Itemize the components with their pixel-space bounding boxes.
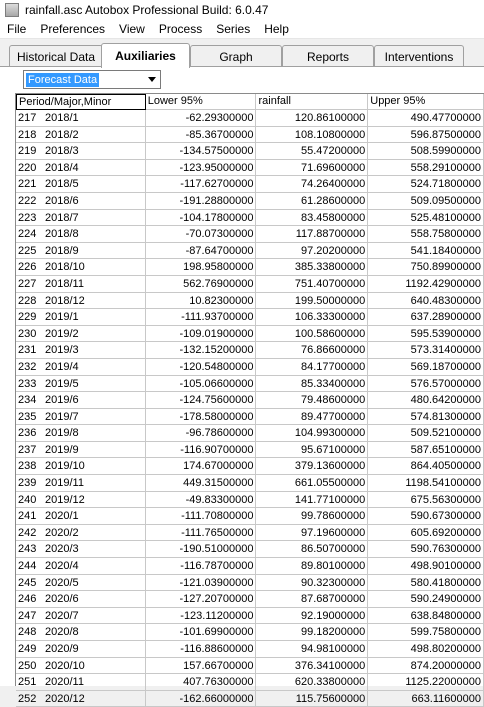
table-row[interactable] <box>16 591 484 608</box>
cell-rainfall[interactable]: 379.13600000 <box>256 458 368 475</box>
tab-auxiliaries[interactable]: Auxiliaries <box>101 43 190 68</box>
cell-period[interactable] <box>16 691 146 707</box>
row-index: 237 <box>18 443 37 456</box>
period-label: 2019/8 <box>45 427 79 440</box>
cell-upper-95[interactable]: 498.80200000 <box>368 641 484 658</box>
cell-rainfall[interactable]: 90.32300000 <box>256 575 368 592</box>
row-index: 235 <box>18 410 37 423</box>
cell-period[interactable] <box>16 475 146 492</box>
cell-period[interactable] <box>16 176 146 193</box>
row-index: 250 <box>18 659 37 672</box>
row-index: 232 <box>18 360 37 373</box>
app-icon <box>5 3 19 17</box>
table-row[interactable] <box>16 575 484 592</box>
cell-upper-95[interactable]: 587.65100000 <box>368 442 484 459</box>
menu-process[interactable]: Process <box>158 22 203 36</box>
cell-upper-95[interactable]: 663.11600000 <box>368 691 484 707</box>
row-index: 223 <box>18 211 37 224</box>
cell-lower-95[interactable]: 562.76900000 <box>146 276 257 293</box>
cell-lower-95[interactable]: -105.06600000 <box>146 376 257 393</box>
header-period[interactable]: Period/Major,Minor <box>16 94 146 110</box>
cell-upper-95[interactable]: 509.09500000 <box>368 193 484 210</box>
period-label: 2018/1 <box>45 112 79 124</box>
cell-period[interactable] <box>16 127 146 144</box>
cell-rainfall[interactable]: 55.47200000 <box>256 143 368 160</box>
period-label: 2019/5 <box>45 377 79 390</box>
table-row[interactable] <box>16 243 484 260</box>
cell-upper-95[interactable]: 599.75800000 <box>368 624 484 641</box>
period-label: 2020/5 <box>45 576 79 589</box>
row-index: 251 <box>18 676 37 689</box>
cell-lower-95[interactable]: -124.75600000 <box>146 392 257 409</box>
period-label: 2019/9 <box>45 443 79 456</box>
cell-period[interactable] <box>16 309 146 326</box>
tab-reports[interactable]: Reports <box>282 45 374 67</box>
cell-lower-95[interactable]: -134.57500000 <box>146 143 257 160</box>
row-index: 219 <box>18 145 37 158</box>
cell-lower-95[interactable]: 157.66700000 <box>146 658 257 675</box>
cell-upper-95[interactable]: 498.90100000 <box>368 558 484 575</box>
table-body <box>16 110 484 707</box>
period-label: 2020/7 <box>45 609 79 622</box>
table-row[interactable] <box>16 293 484 310</box>
table-row[interactable] <box>16 276 484 293</box>
row-index: 249 <box>18 643 37 655</box>
period-label: 2020/1 <box>45 510 79 523</box>
cell-period[interactable] <box>16 210 146 227</box>
row-index: 227 <box>18 277 37 290</box>
cell-lower-95[interactable]: -49.83300000 <box>146 492 257 509</box>
header-lower-95[interactable]: Lower 95% <box>146 94 257 110</box>
menu-file[interactable]: File <box>7 22 27 36</box>
cell-rainfall[interactable]: 120.86100000 <box>256 110 368 127</box>
cell-upper-95[interactable]: 573.31400000 <box>368 342 484 359</box>
cell-upper-95[interactable]: 637.28900000 <box>368 309 484 326</box>
period-label: 2019/2 <box>45 327 79 340</box>
period-label: 2018/6 <box>45 194 79 207</box>
period-label: 2020/12 <box>45 692 85 705</box>
cell-lower-95[interactable]: 407.76300000 <box>146 674 257 691</box>
cell-upper-95[interactable]: 480.64200000 <box>368 392 484 409</box>
row-index: 221 <box>18 178 37 191</box>
table-row[interactable] <box>16 492 484 509</box>
cell-period[interactable] <box>16 541 146 558</box>
table-header <box>16 94 484 110</box>
period-label: 2020/6 <box>45 593 79 606</box>
row-index: 229 <box>18 311 37 324</box>
cell-period[interactable] <box>16 608 146 625</box>
cell-lower-95[interactable]: -85.36700000 <box>146 127 257 144</box>
cell-period[interactable] <box>16 409 146 426</box>
cell-rainfall[interactable]: 61.28600000 <box>256 193 368 210</box>
period-label: 2019/1 <box>45 311 79 324</box>
row-index: 238 <box>18 460 37 473</box>
cell-period[interactable] <box>16 674 146 691</box>
cell-rainfall[interactable]: 87.68700000 <box>256 591 368 608</box>
window-title: rainfall.asc Autobox Professional Build: 6.0.47 <box>25 3 269 17</box>
cell-lower-95[interactable]: -87.64700000 <box>146 243 257 260</box>
row-index: 252 <box>18 692 37 705</box>
period-label: 2018/3 <box>45 145 79 158</box>
cell-rainfall[interactable]: 76.86600000 <box>256 342 368 359</box>
cell-upper-95[interactable]: 569.18700000 <box>368 359 484 376</box>
cell-lower-95[interactable]: -132.15200000 <box>146 342 257 359</box>
period-label: 2018/8 <box>45 228 79 241</box>
cell-period[interactable] <box>16 342 146 359</box>
period-label: 2019/7 <box>45 410 79 423</box>
cell-period[interactable] <box>16 293 146 310</box>
cell-period[interactable] <box>16 641 146 658</box>
cell-lower-95[interactable]: -116.88600000 <box>146 641 257 658</box>
row-index: 240 <box>18 493 37 506</box>
cell-rainfall[interactable]: 751.40700000 <box>256 276 368 293</box>
cell-upper-95[interactable]: 1192.42900000 <box>368 276 484 293</box>
cell-period[interactable] <box>16 359 146 376</box>
cell-rainfall[interactable]: 86.50700000 <box>256 541 368 558</box>
period-label: 2018/11 <box>45 277 84 290</box>
cell-lower-95[interactable]: -111.76500000 <box>146 525 257 542</box>
cell-lower-95[interactable]: 10.82300000 <box>146 293 257 310</box>
row-index: 245 <box>18 576 37 589</box>
cell-upper-95[interactable]: 864.40500000 <box>368 458 484 475</box>
table-row[interactable] <box>16 458 484 475</box>
header-rainfall[interactable]: rainfall <box>256 94 368 110</box>
table-row[interactable] <box>16 309 484 326</box>
cell-rainfall[interactable]: 99.18200000 <box>256 624 368 641</box>
cell-lower-95[interactable]: -70.07300000 <box>146 226 257 243</box>
tab-interventions[interactable]: Interventions <box>374 45 464 67</box>
period-label: 2018/7 <box>45 211 79 224</box>
cell-upper-95[interactable]: 605.69200000 <box>368 525 484 542</box>
cell-rainfall[interactable]: 71.69600000 <box>256 160 368 177</box>
table-row[interactable] <box>16 359 484 376</box>
cell-rainfall[interactable]: 94.98100000 <box>256 641 368 658</box>
cell-lower-95[interactable]: 449.31500000 <box>146 475 257 492</box>
cell-rainfall[interactable]: 141.77100000 <box>256 492 368 509</box>
cell-lower-95[interactable]: -116.90700000 <box>146 442 257 459</box>
tab-strip <box>0 43 484 67</box>
cell-period[interactable] <box>16 508 146 525</box>
period-label: 2020/10 <box>45 659 85 672</box>
row-index: 248 <box>18 626 37 639</box>
cell-lower-95[interactable]: -121.03900000 <box>146 575 257 592</box>
cell-upper-95[interactable]: 590.76300000 <box>368 541 484 558</box>
cell-upper-95[interactable]: 508.59900000 <box>368 143 484 160</box>
cell-rainfall[interactable]: 104.99300000 <box>256 425 368 442</box>
cell-rainfall[interactable]: 199.50000000 <box>256 293 368 310</box>
cell-rainfall[interactable]: 79.48600000 <box>256 392 368 409</box>
cell-lower-95[interactable]: -162.66000000 <box>146 691 257 707</box>
cell-rainfall[interactable]: 97.19600000 <box>256 525 368 542</box>
table-row[interactable] <box>16 674 484 691</box>
table-row[interactable] <box>16 392 484 409</box>
cell-upper-95[interactable]: 558.75800000 <box>368 226 484 243</box>
table-row[interactable] <box>16 210 484 227</box>
table-row[interactable] <box>16 110 484 127</box>
cell-period[interactable] <box>16 243 146 260</box>
menu-series[interactable]: Series <box>216 22 251 36</box>
cell-lower-95[interactable]: -117.62700000 <box>146 176 257 193</box>
menu-preferences[interactable]: Preferences <box>40 22 106 36</box>
cell-period[interactable] <box>16 558 146 575</box>
cell-period[interactable] <box>16 492 146 509</box>
cell-upper-95[interactable]: 524.71800000 <box>368 176 484 193</box>
table-row[interactable] <box>16 541 484 558</box>
cell-period[interactable] <box>16 658 146 675</box>
period-label: 2019/12 <box>45 493 85 506</box>
table-row[interactable] <box>16 160 484 177</box>
cell-lower-95[interactable]: -101.69900000 <box>146 624 257 641</box>
cell-period[interactable] <box>16 525 146 542</box>
cell-lower-95[interactable]: -120.54800000 <box>146 359 257 376</box>
period-label: 2018/4 <box>45 161 79 174</box>
table-row[interactable] <box>16 342 484 359</box>
cell-upper-95[interactable]: 1125.22000000 <box>368 674 484 691</box>
cell-rainfall[interactable]: 89.80100000 <box>256 558 368 575</box>
row-index: 246 <box>18 593 37 606</box>
row-index: 239 <box>18 477 37 490</box>
cell-lower-95[interactable]: -123.11200000 <box>146 608 257 625</box>
cell-upper-95[interactable]: 640.48300000 <box>368 293 484 310</box>
period-label: 2020/2 <box>45 526 79 539</box>
cell-lower-95[interactable]: -116.78700000 <box>146 558 257 575</box>
cell-rainfall[interactable]: 99.78600000 <box>256 508 368 525</box>
tab-graph[interactable]: Graph <box>190 45 282 67</box>
table-row[interactable] <box>16 508 484 525</box>
cell-upper-95[interactable]: 675.56300000 <box>368 492 484 509</box>
cell-period[interactable] <box>16 624 146 641</box>
cell-upper-95[interactable]: 580.41800000 <box>368 575 484 592</box>
cell-lower-95[interactable]: 174.67000000 <box>146 458 257 475</box>
cell-rainfall[interactable]: 376.34100000 <box>256 658 368 675</box>
menu-view[interactable]: View <box>119 22 145 36</box>
table-row[interactable] <box>16 226 484 243</box>
period-label: 2019/6 <box>45 394 79 407</box>
cell-upper-95[interactable]: 525.48100000 <box>368 210 484 227</box>
cell-rainfall[interactable]: 95.67100000 <box>256 442 368 459</box>
cell-upper-95[interactable]: 750.89900000 <box>368 259 484 276</box>
cell-upper-95[interactable]: 541.18400000 <box>368 243 484 260</box>
cell-period[interactable] <box>16 193 146 210</box>
cell-rainfall[interactable]: 92.19000000 <box>256 608 368 625</box>
cell-period[interactable] <box>16 276 146 293</box>
cell-rainfall[interactable]: 108.10800000 <box>256 127 368 144</box>
period-label: 2020/3 <box>45 543 79 556</box>
cell-upper-95[interactable]: 490.47700000 <box>368 110 484 127</box>
row-index: 228 <box>18 294 37 307</box>
cell-rainfall[interactable]: 84.17700000 <box>256 359 368 376</box>
row-index: 247 <box>18 609 37 622</box>
cell-upper-95[interactable]: 590.67300000 <box>368 508 484 525</box>
cell-period[interactable] <box>16 259 146 276</box>
cell-rainfall[interactable]: 385.33800000 <box>256 259 368 276</box>
cell-upper-95[interactable]: 576.57000000 <box>368 376 484 393</box>
row-index: 236 <box>18 427 37 440</box>
period-label: 2018/2 <box>45 128 79 141</box>
cell-rainfall[interactable]: 83.45800000 <box>256 210 368 227</box>
period-label: 2019/11 <box>45 477 84 490</box>
cell-upper-95[interactable]: 874.20000000 <box>368 658 484 675</box>
cell-lower-95[interactable]: -178.58000000 <box>146 409 257 426</box>
menu-bar <box>0 20 484 39</box>
row-index: 226 <box>18 261 37 274</box>
cell-period[interactable] <box>16 110 146 127</box>
cell-rainfall[interactable]: 106.33300000 <box>256 309 368 326</box>
cell-period[interactable] <box>16 326 146 343</box>
title-bar <box>0 0 484 20</box>
cell-period[interactable] <box>16 575 146 592</box>
row-index: 234 <box>18 394 37 407</box>
cell-lower-95[interactable]: -191.28800000 <box>146 193 257 210</box>
cell-lower-95[interactable]: -62.29300000 <box>146 110 257 127</box>
dropdown-selected-value: Forecast Data <box>28 73 98 86</box>
cell-lower-95[interactable]: 198.95800000 <box>146 259 257 276</box>
period-label: 2018/9 <box>45 244 79 257</box>
cell-rainfall[interactable]: 117.88700000 <box>256 226 368 243</box>
table-row[interactable] <box>16 326 484 343</box>
row-index: 233 <box>18 377 37 390</box>
cell-period[interactable] <box>16 143 146 160</box>
cell-period[interactable] <box>16 376 146 393</box>
cell-upper-95[interactable]: 1198.54100000 <box>368 475 484 492</box>
period-label: 2018/5 <box>45 178 79 191</box>
cell-rainfall[interactable]: 661.05500000 <box>256 475 368 492</box>
chevron-down-icon[interactable] <box>143 71 160 88</box>
cell-rainfall[interactable]: 100.58600000 <box>256 326 368 343</box>
cell-period[interactable] <box>16 425 146 442</box>
cell-rainfall[interactable]: 115.75600000 <box>256 691 368 707</box>
row-index: 244 <box>18 560 37 573</box>
tab-historical-data[interactable]: Historical Data <box>9 45 103 67</box>
cell-upper-95[interactable]: 590.24900000 <box>368 591 484 608</box>
period-label: 2019/4 <box>45 360 79 373</box>
period-label: 2019/3 <box>45 344 79 357</box>
table-row[interactable] <box>16 641 484 658</box>
table-row[interactable] <box>16 409 484 426</box>
row-index: 222 <box>18 194 37 207</box>
table-row[interactable] <box>16 608 484 625</box>
row-index: 225 <box>18 244 37 257</box>
cell-lower-95[interactable]: -109.01900000 <box>146 326 257 343</box>
table-row[interactable] <box>16 143 484 160</box>
cell-rainfall[interactable]: 74.26400000 <box>256 176 368 193</box>
period-label: 2019/10 <box>45 460 85 473</box>
period-label: 2018/12 <box>45 294 85 307</box>
cell-rainfall[interactable]: 89.47700000 <box>256 409 368 426</box>
row-index: 243 <box>18 543 37 556</box>
cell-period[interactable] <box>16 226 146 243</box>
cell-period[interactable] <box>16 392 146 409</box>
table-row[interactable] <box>16 558 484 575</box>
cell-upper-95[interactable]: 558.29100000 <box>368 160 484 177</box>
table-row[interactable] <box>16 525 484 542</box>
menu-help[interactable]: Help <box>264 22 289 36</box>
cell-lower-95[interactable]: -104.17800000 <box>146 210 257 227</box>
table-row[interactable] <box>16 425 484 442</box>
cell-rainfall[interactable]: 620.33800000 <box>256 674 368 691</box>
row-index: 220 <box>18 161 37 174</box>
row-index: 217 <box>18 112 37 124</box>
table-row[interactable] <box>16 176 484 193</box>
period-label: 2020/4 <box>45 560 79 573</box>
cell-period[interactable] <box>16 591 146 608</box>
row-index: 241 <box>18 510 37 523</box>
cell-lower-95[interactable]: -190.51000000 <box>146 541 257 558</box>
cell-lower-95[interactable]: -127.20700000 <box>146 591 257 608</box>
cell-lower-95[interactable]: -123.95000000 <box>146 160 257 177</box>
cell-upper-95[interactable]: 596.87500000 <box>368 127 484 144</box>
row-index: 231 <box>18 344 37 357</box>
table-row[interactable] <box>16 658 484 675</box>
cell-rainfall[interactable]: 85.33400000 <box>256 376 368 393</box>
table-row[interactable] <box>16 376 484 393</box>
cell-lower-95[interactable]: -111.70800000 <box>146 508 257 525</box>
table-row[interactable] <box>16 193 484 210</box>
period-label: 2020/8 <box>45 626 79 639</box>
cell-upper-95[interactable]: 595.53900000 <box>368 326 484 343</box>
row-index: 224 <box>18 228 37 241</box>
period-label: 2020/11 <box>45 676 84 689</box>
cell-lower-95[interactable]: -111.93700000 <box>146 309 257 326</box>
row-index: 218 <box>18 128 37 141</box>
cell-period[interactable] <box>16 160 146 177</box>
table-row[interactable] <box>16 259 484 276</box>
row-index: 242 <box>18 526 37 539</box>
cell-upper-95[interactable]: 509.52100000 <box>368 425 484 442</box>
table-row[interactable] <box>16 691 484 707</box>
cell-period[interactable] <box>16 458 146 475</box>
table-row[interactable] <box>16 442 484 459</box>
data-type-dropdown[interactable] <box>23 70 161 89</box>
cell-upper-95[interactable]: 638.84800000 <box>368 608 484 625</box>
table-row[interactable] <box>16 475 484 492</box>
forecast-table <box>15 93 484 705</box>
cell-upper-95[interactable]: 574.81300000 <box>368 409 484 426</box>
table-row[interactable] <box>16 127 484 144</box>
cell-rainfall[interactable]: 97.20200000 <box>256 243 368 260</box>
period-label: 2018/10 <box>45 261 85 274</box>
table-row[interactable] <box>16 624 484 641</box>
period-label: 2020/9 <box>45 643 79 655</box>
cell-lower-95[interactable]: -96.78600000 <box>146 425 257 442</box>
row-index: 230 <box>18 327 37 340</box>
cell-period[interactable] <box>16 442 146 459</box>
header-upper-95[interactable]: Upper 95% <box>368 94 484 110</box>
